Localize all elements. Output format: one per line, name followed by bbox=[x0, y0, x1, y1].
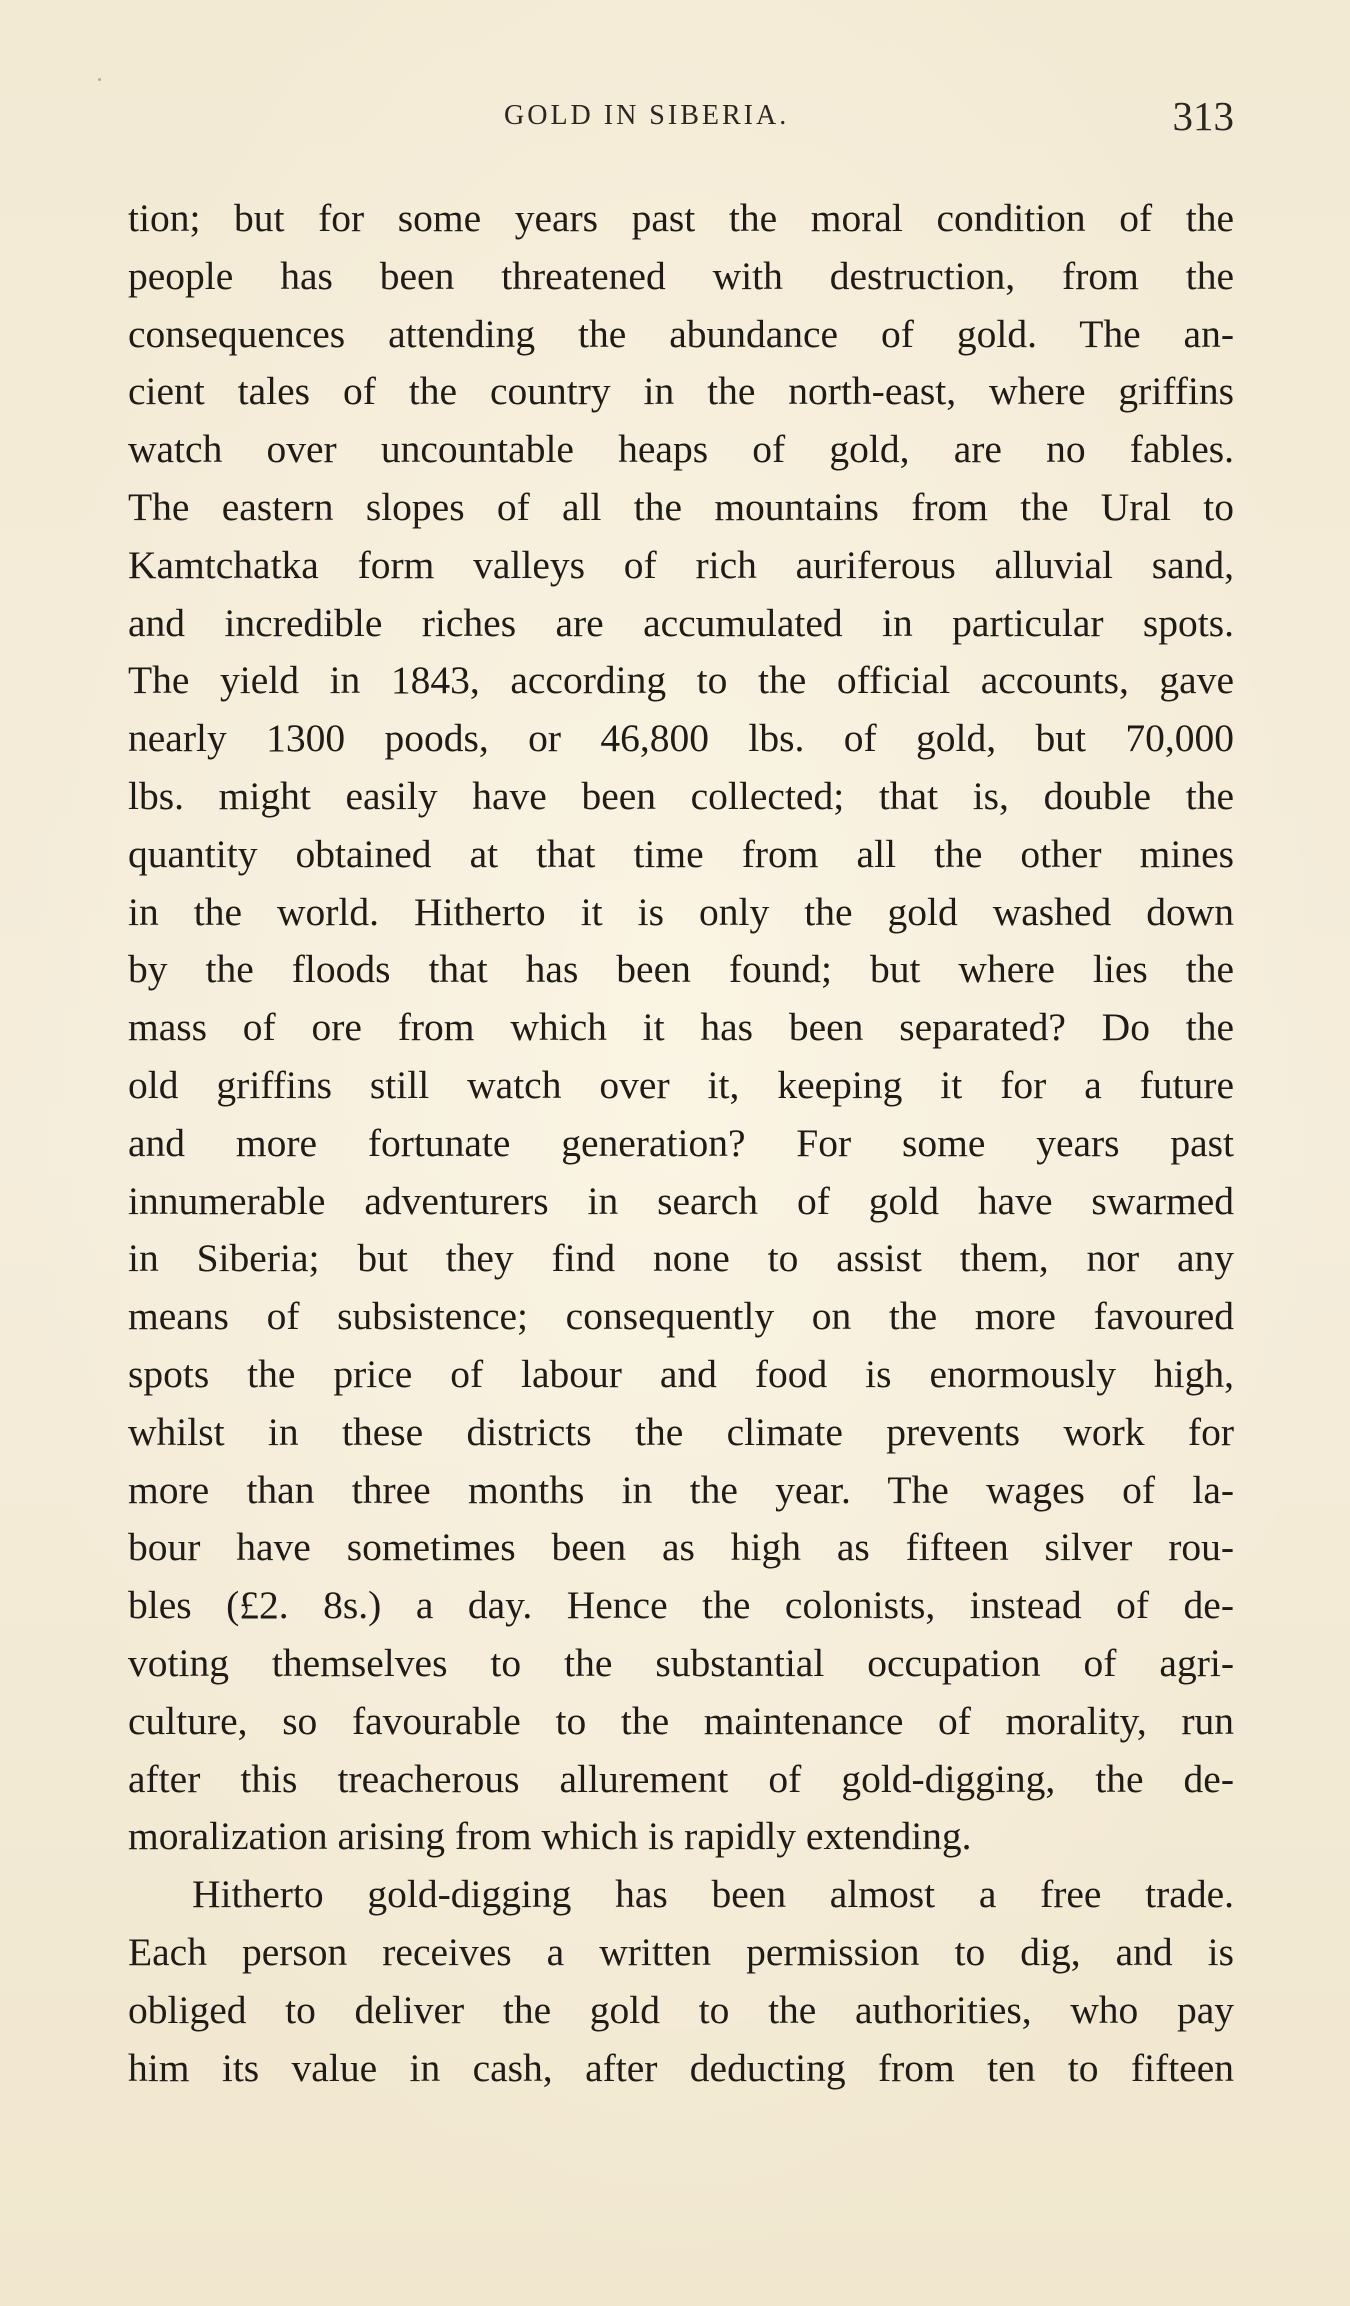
text-line: cient tales of the country in the north-east, where griffins bbox=[128, 369, 1234, 414]
text-line: more than three months in the year. The wages of la- bbox=[128, 1467, 1234, 1512]
text-line: in the world. Hitherto it is only the gold washed down bbox=[128, 889, 1234, 934]
text-line: consequences attending the abundance of gold. The an- bbox=[128, 311, 1234, 356]
body-text bbox=[128, 190, 1234, 2097]
page-number: 313 bbox=[1172, 93, 1234, 139]
speck-mark bbox=[98, 78, 101, 81]
text-line: him its value in cash, after deducting from ten to fifteen bbox=[128, 2045, 1234, 2090]
text-line: The yield in 1843, according to the official accounts, gave bbox=[128, 658, 1234, 703]
paragraph-2 bbox=[128, 1866, 1234, 2097]
text-line: old griffins still watch over it, keeping it for a future bbox=[128, 1062, 1234, 1107]
text-line: bles (£2. 8s.) a day. Hence the colonists, instead of de- bbox=[128, 1583, 1234, 1628]
text-line: after this treacherous allurement of gold-digging, the de- bbox=[128, 1756, 1234, 1801]
text-line: obliged to deliver the gold to the authorities, who pay bbox=[128, 1987, 1234, 2032]
text-line: innumerable adventurers in search of gold have swarmed bbox=[128, 1178, 1234, 1223]
text-line: by the floods that has been found; but where lies the bbox=[128, 947, 1234, 992]
text-line: tion; but for some years past the moral condition of the bbox=[128, 196, 1234, 240]
text-line: whilst in these districts the climate prevents work for bbox=[128, 1409, 1234, 1454]
text-line: spots the price of labour and food is enormously high, bbox=[128, 1351, 1234, 1396]
text-line: Kamtchatka form valleys of rich auriferous alluvial sand, bbox=[128, 542, 1234, 587]
text-line: Hitherto gold-digging has been almost a free trade. bbox=[192, 1872, 1234, 1917]
text-line: bour have sometimes been as high as fifteen silver rou- bbox=[128, 1525, 1234, 1570]
text-line: and more fortunate generation? For some years past bbox=[128, 1120, 1234, 1165]
text-line: people has been threatened with destruction, from the bbox=[128, 253, 1234, 298]
text-line: nearly 1300 poods, or 46,800 lbs. of gold, but 70,000 bbox=[128, 716, 1234, 761]
running-title: GOLD IN SIBERIA. bbox=[504, 100, 790, 131]
text-line: moralization arising from which is rapidly extending. bbox=[128, 1814, 972, 1859]
text-line: voting themselves to the substantial occupation of agri- bbox=[128, 1640, 1234, 1685]
text-line: and incredible riches are accumulated in particular spots. bbox=[128, 600, 1234, 645]
text-line: culture, so favourable to the maintenance of morality, run bbox=[128, 1698, 1234, 1743]
text-line: mass of ore from which it has been separated? Do the bbox=[128, 1005, 1234, 1050]
paragraph-1 bbox=[128, 190, 1234, 1866]
running-head bbox=[128, 93, 1234, 144]
text-line: quantity obtained at that time from all the other mines bbox=[128, 831, 1234, 876]
text-line: lbs. might easily have been collected; that is, double the bbox=[128, 773, 1234, 818]
text-line: in Siberia; but they find none to assist them, nor any bbox=[128, 1236, 1234, 1281]
text-line: watch over uncountable heaps of gold, are no fables. bbox=[128, 427, 1234, 472]
text-line: The eastern slopes of all the mountains from the Ural to bbox=[128, 484, 1234, 529]
text-line: Each person receives a written permission to dig, and is bbox=[128, 1929, 1234, 1974]
text-line: means of subsistence; consequently on the more favoured bbox=[128, 1294, 1234, 1339]
